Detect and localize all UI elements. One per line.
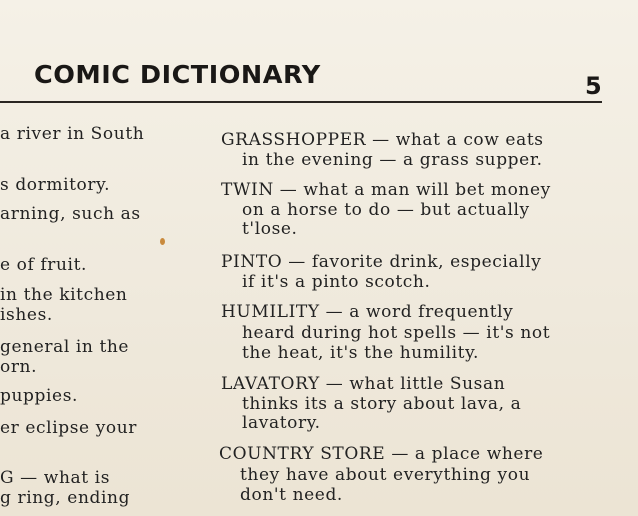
left-line: G — what is — [0, 468, 111, 488]
entry-country-store-line-3: don't need. — [240, 485, 343, 505]
entry-humility-line-2: heard during hot spells — it's not — [242, 323, 551, 343]
left-line: er eclipse your — [0, 418, 138, 438]
ink-speck — [160, 238, 165, 245]
left-line: e of fruit. — [0, 255, 88, 275]
entry-twin-line-1: TWIN — what a man will bet money — [221, 180, 551, 200]
entry-grasshopper-line-1: GRASSHOPPER — what a cow eats — [221, 130, 544, 150]
entry-twin-line-3: t'lose. — [242, 219, 298, 239]
entry-lavatory-line-3: lavatory. — [242, 413, 321, 433]
entry-country-store-line-2: they have about everything you — [240, 465, 531, 485]
header-rule — [0, 101, 602, 103]
left-line: orn. — [0, 357, 38, 377]
page-number: 5 — [585, 72, 602, 100]
entry-grasshopper-line-2: in the evening — a grass supper. — [242, 150, 543, 170]
left-line: s dormitory. — [0, 175, 111, 195]
left-line: puppies. — [0, 386, 79, 406]
entry-humility-line-3: the heat, it's the humility. — [242, 343, 480, 363]
page-title: COMIC DICTIONARY — [34, 60, 321, 89]
left-line: in the kitchen — [0, 285, 128, 305]
entry-humility-line-1: HUMILITY — a word frequently — [221, 302, 514, 322]
left-line: g ring, ending — [0, 488, 131, 508]
entry-pinto-line-2: if it's a pinto scotch. — [242, 272, 431, 292]
left-line: ishes. — [0, 305, 53, 325]
entry-twin-line-2: on a horse to do — but actually — [242, 200, 530, 220]
entry-lavatory-line-1: LAVATORY — what little Susan — [221, 374, 506, 394]
left-line: general in the — [0, 337, 130, 357]
left-line: arning, such as — [0, 204, 141, 224]
left-line: a river in South — [0, 124, 145, 144]
entry-lavatory-line-2: thinks its a story about lava, a — [242, 394, 522, 414]
entry-country-store-line-1: COUNTRY STORE — a place where — [219, 444, 544, 464]
entry-pinto-line-1: PINTO — favorite drink, especially — [221, 252, 542, 272]
